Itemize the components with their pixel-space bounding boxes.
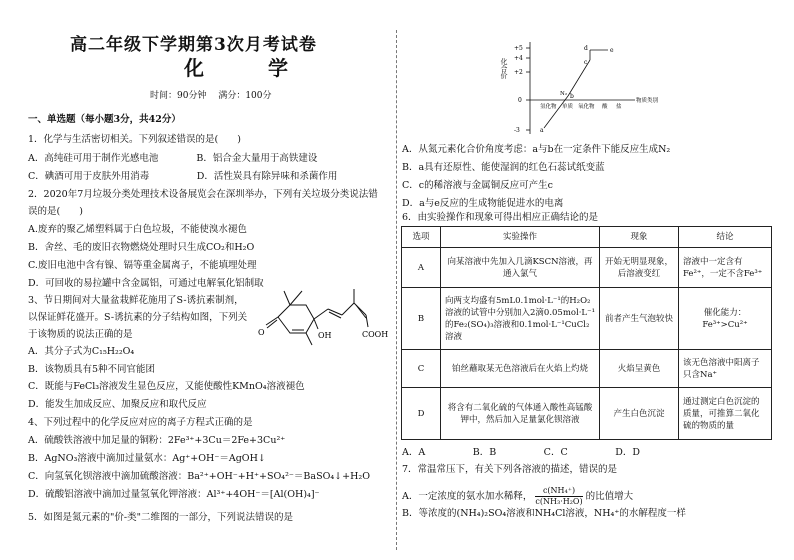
table-cell: 溶液中一定含有Fe²⁺，一定不含Fe³⁺: [679, 248, 772, 288]
point-d: d: [584, 45, 588, 52]
ytick-p2: +2: [514, 69, 523, 76]
point-c: c: [584, 59, 588, 66]
molecule-structure: [250, 283, 400, 359]
point-b: b: [570, 93, 574, 100]
table-row: [402, 288, 772, 350]
table-cell: 火焰呈黄色: [600, 350, 679, 388]
ytick-0: 0: [518, 97, 522, 104]
ylabel: 化合价: [500, 58, 508, 79]
q5-option-c: C．c的稀溶液与金属铜反应可产生c: [402, 180, 553, 191]
point-a: a: [540, 127, 544, 134]
table-cell: 开始无明显现象，后溶液变红: [600, 248, 679, 288]
question-3: 3、节日期间对大量盆栽鲜花施用了S-诱抗素制剂，: [28, 295, 244, 306]
xcat-hydride: 氢化物: [540, 104, 557, 110]
exam-meta: 时间：90分钟 满分：100分: [150, 91, 272, 101]
q7a-suffix: 的比值增大: [585, 491, 634, 502]
subject-title: 化 学: [184, 56, 310, 80]
q4-option-c: C．向氢氧化钡溶液中滴加硫酸溶液：Ba²⁺+OH⁻+H⁺+SO₄²⁻＝BaSO₄↓+H₂O: [28, 471, 370, 482]
ytick-p4: +4: [514, 55, 523, 62]
table-cell: 前者产生气泡较快: [600, 288, 679, 350]
table-cell: 向某溶液中先加入几滴KSCN溶液，再通入氯气: [441, 248, 600, 288]
experiment-table: [401, 226, 772, 440]
q3-option-a: A．其分子式为C₁₅H₂₂O₄: [28, 346, 135, 357]
q7a-numerator: c(NH₄⁺): [535, 486, 582, 497]
table-row: [402, 248, 772, 288]
xcat-element: 单质: [562, 104, 574, 110]
table-cell: 催化能力：Fe³⁺>Cu²⁺: [679, 288, 772, 350]
q5-option-d: D．a与e反应的生成物能促进水的电离: [402, 198, 564, 209]
table-cell: D: [402, 388, 441, 440]
table-cell: A: [402, 248, 441, 288]
ytick-m3: -3: [514, 127, 520, 134]
q7-option-b: B．等浓度的(NH₄)₂SO₄溶液和NH₄Cl溶液，NH₄⁺的水解程度一样: [402, 508, 686, 519]
question-1: 1．化学与生活密切相关。下列叙述错误的是( ): [28, 134, 241, 145]
table-cell: 将含有二氧化硫的气体通入酸性高锰酸钾中，然后加入足量氯化钡溶液: [441, 388, 600, 440]
xcat-acid: 酸: [602, 104, 608, 110]
xcat-salt: 盐: [616, 104, 622, 110]
q2-option-b: B．舍丝、毛的废旧衣物燃烧处理时只生成CO₂和H₂O: [28, 242, 255, 253]
q2-option-d: D．可回收的易拉罐中含金属铝，可通过电解氧化铝制取: [28, 278, 264, 289]
q3-option-c: C．既能与FeCl₃溶液发生显色反应，又能使酸性KMnO₄溶液褪色: [28, 381, 305, 392]
table-row: [402, 388, 772, 440]
q2-option-a: A.废弃的聚乙烯塑料属于白色垃圾，不能使溴水褪色: [28, 224, 247, 235]
q4-option-b: B．AgNO₃溶液中滴加过量氨水：Ag⁺+OH⁻＝AgOH↓: [28, 453, 266, 464]
exam-title: 高二年级下学期第3次月考试卷: [70, 35, 317, 55]
header-conclusion: 结论: [679, 227, 772, 248]
question-7: 7．常温常压下，有关下列各溶液的描述，错误的是: [402, 464, 618, 475]
xlabel: 物质类别: [636, 98, 659, 104]
table-cell: 铂丝蘸取某无色溶液后在火焰上灼烧: [441, 350, 600, 388]
q3-option-d: D．能发生加成反应、加聚反应和取代反应: [28, 399, 207, 410]
q7a-prefix: A．一定浓度的氨水加水稀释，: [402, 491, 533, 502]
header-operation: 实验操作: [441, 227, 600, 248]
question-2: 2．2020年7月垃圾分类处理技术设备展览会在深圳举办，下列有关垃圾分类说法错: [28, 189, 378, 200]
q3-option-b: B．该物质具有5种不同官能团: [28, 364, 156, 375]
question-5: 5．如图是氮元素的"价-类"二维图的一部分，下列说法错误的是: [28, 512, 293, 523]
question-2-cont: 误的是( ): [28, 206, 83, 217]
q4-option-d: D．硫酸铝溶液中滴加过量氢氧化钾溶液：Al³⁺+4OH⁻＝[Al(OH)₄]⁻: [28, 489, 320, 500]
section-heading: 一、单选题（每小题3分，共42分）: [28, 114, 181, 125]
header-phenomenon: 现象: [600, 227, 679, 248]
q2-option-c: C.废旧电池中含有镍、镉等重金属离子，不能填埋处理: [28, 260, 257, 271]
question-3-cont: 以保证鲜花盛开。S-诱抗素的分子结构如图，下列关: [28, 312, 248, 323]
q6-options: A．A B．B C．C D．D: [402, 447, 640, 458]
header-option: 选项: [402, 227, 441, 248]
q5-option-a: A．从氮元素化合价角度考虑：a与b在一定条件下能反应生成N₂: [402, 144, 671, 155]
table-cell: 产生白色沉淀: [600, 388, 679, 440]
oh-label: OH: [318, 331, 332, 340]
question-4: 4、下列过程中的化学反应对应的离子方程式正确的是: [28, 417, 253, 428]
question-3-cont2: 于该物质的说法正确的是: [28, 329, 133, 340]
xcat-oxide: 氧化物: [578, 104, 595, 110]
table-header-row: [402, 227, 772, 248]
table-cell: 通过测定白色沉淀的质量，可推算二氧化硫的物质的量: [679, 388, 772, 440]
cooh-label: COOH: [362, 330, 389, 339]
ytick-p5: +5: [514, 45, 523, 52]
table-cell: 向两支均盛有5mL0.1mol·L⁻¹的H₂O₂溶液的试管中分别加入2滴0.05mol·L⁻¹的Fe₂(SO₄)₃溶液和0.1mol·L⁻¹CuCl₂溶液: [441, 288, 600, 350]
q4-option-a: A．硫酸铁溶液中加足量的铜粉：2Fe³⁺+3Cu＝2Fe+3Cu²⁺: [28, 435, 286, 446]
table-cell: B: [402, 288, 441, 350]
q7a-denominator: c(NH₃·H₂O): [535, 497, 583, 506]
table-row: [402, 350, 772, 388]
point-n2: N₂: [560, 91, 568, 97]
table-cell: 该无色溶液中阳离子只含Na⁺: [679, 350, 772, 388]
question-6: 6．由实验操作和现象可得出相应正确结论的是: [402, 212, 599, 223]
point-e: e: [610, 47, 614, 54]
q5-option-b: B．a具有还原性、能使湿润的红色石蕊试纸变蓝: [402, 162, 605, 173]
q7-option-a: [402, 486, 633, 507]
q7a-fraction: [535, 486, 582, 507]
table-cell: C: [402, 350, 441, 388]
nitrogen-valence-diagram: [510, 38, 660, 138]
o-label: O: [258, 328, 265, 337]
q1-options-cd: C．碘酒可用于皮肤外用消毒 D．活性炭具有除异味和杀菌作用: [28, 171, 338, 182]
q1-options-ab: A．高纯硅可用于制作光感电池 B．铝合金大量用于高铁建设: [28, 153, 318, 164]
